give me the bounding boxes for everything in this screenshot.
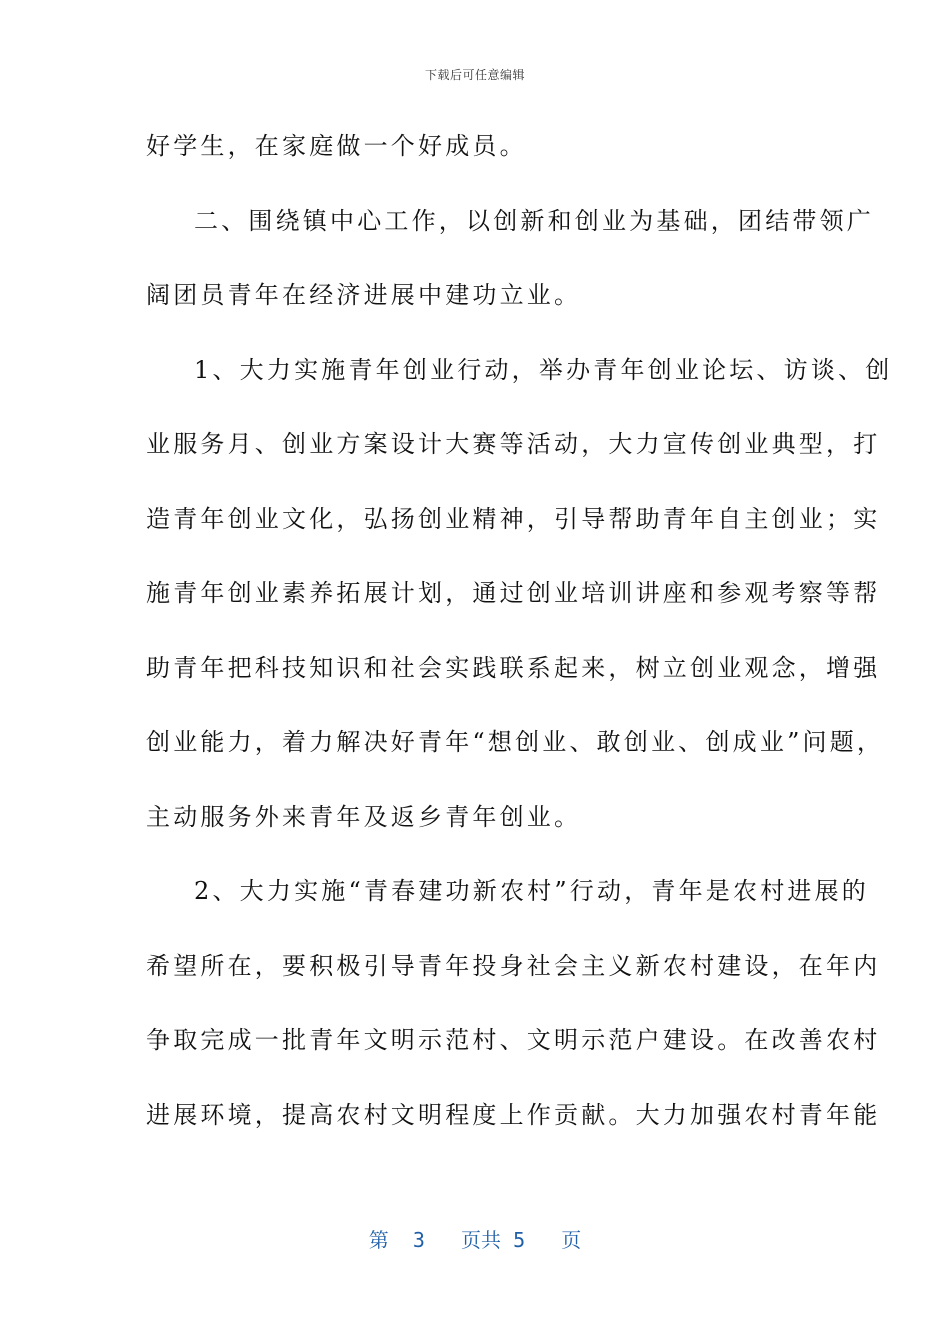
text-line: 助青年把科技知识和社会实践联系起来，树立创业观念，增强 bbox=[146, 653, 881, 682]
text-line: 主动服务外来青年及返乡青年创业。 bbox=[146, 802, 582, 831]
current-page-number: 3 bbox=[412, 1228, 425, 1252]
page-header: 下载后可任意编辑 bbox=[424, 68, 525, 82]
text-line: 进展环境，提高农村文明程度上作贡献。大力加强农村青年能 bbox=[146, 1100, 881, 1129]
total-page-count: 5 bbox=[513, 1228, 526, 1252]
footer-middle: 页共 bbox=[461, 1228, 502, 1252]
text-line: 业服务月、创业方案设计大赛等活动，大力宣传创业典型，打 bbox=[146, 430, 881, 458]
footer-suffix: 页 bbox=[561, 1228, 582, 1252]
text-line: 希望所在，要积极引导青年投身社会主义新农村建设，在年内 bbox=[146, 951, 881, 980]
text-line: 争取完成一批青年文明示范村、文明示范户建设。在改善农村 bbox=[146, 1026, 881, 1054]
document-body bbox=[146, 124, 893, 1167]
page-footer bbox=[0, 1224, 950, 1253]
text-line: 二、围绕镇中心工作，以创新和创业为基础，团结带领广 bbox=[194, 206, 874, 235]
footer-prefix: 第 bbox=[368, 1228, 389, 1252]
text-line: 2、大力实施“青春建功新农村”行动，青年是农村进展的 bbox=[194, 877, 870, 905]
text-line: 创业能力，着力解决好青年“想创业、敢创业、创成业”问题， bbox=[146, 728, 885, 756]
text-line: 造青年创业文化，弘扬创业精神，引导帮助青年自主创业；实 bbox=[146, 504, 881, 533]
text-line: 好学生，在家庭做一个好成员。 bbox=[146, 132, 527, 160]
text-line: 1、大力实施青年创业行动，举办青年创业论坛、访谈、创 bbox=[194, 355, 893, 384]
text-line: 施青年创业素养拓展计划，通过创业培训讲座和参观考察等帮 bbox=[146, 579, 881, 607]
text-line: 阔团员青年在经济进展中建功立业。 bbox=[146, 281, 582, 309]
